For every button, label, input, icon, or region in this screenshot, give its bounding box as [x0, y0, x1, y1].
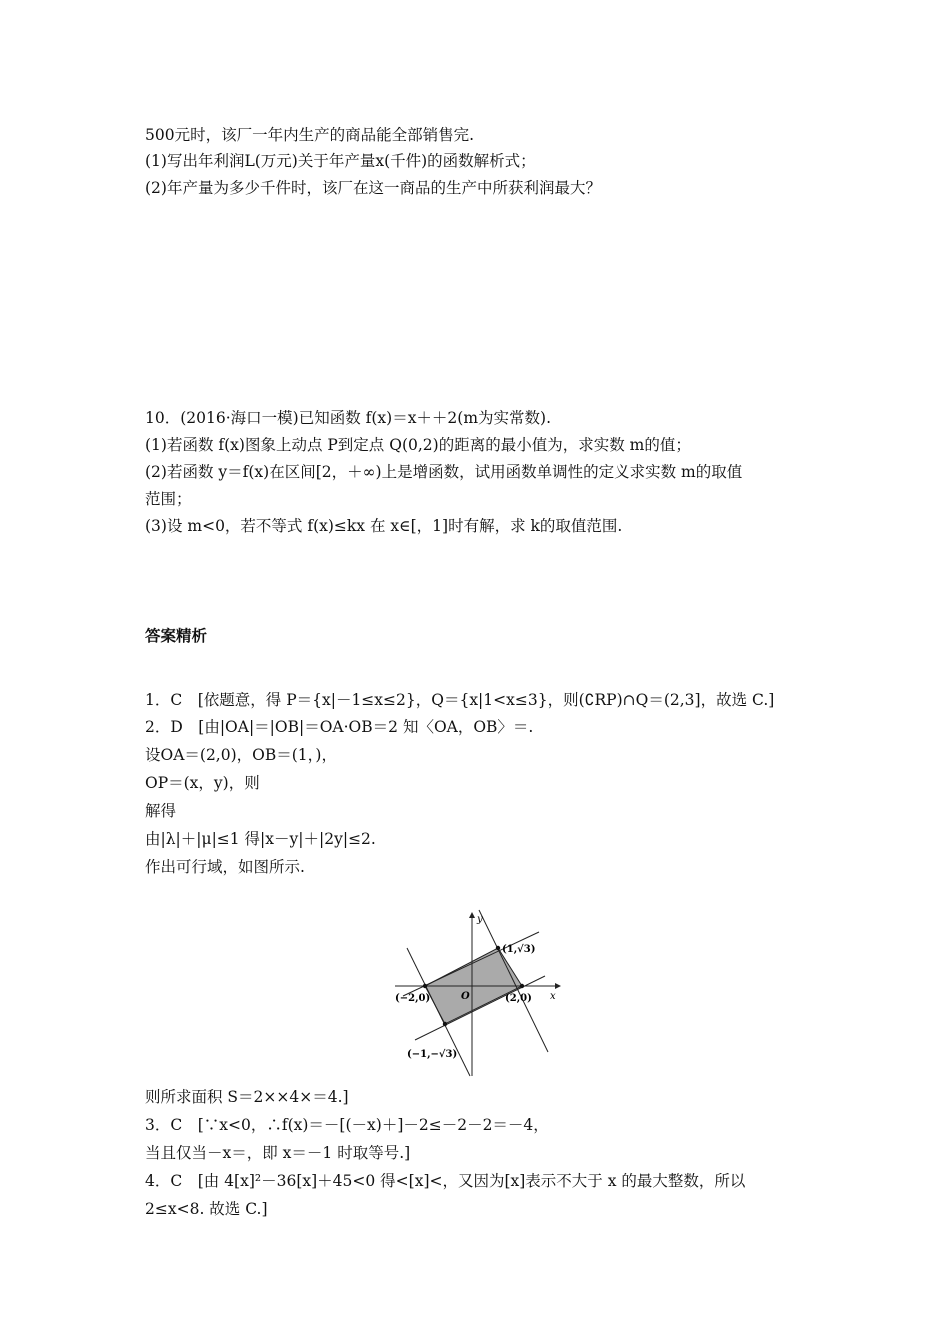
y-axis-arrow — [469, 912, 475, 918]
answer-1: 1．C [依题意，得 P＝{x|－1≤x≤2}，Q＝{x|1<x≤3}，则(∁RP)∩Q＝(2,3]，故选 C.] — [145, 691, 775, 709]
answer-4-line-1: 4．C [由 4[x]²－36[x]＋45<0 得<[x]<，又因为[x]表示不大于 x 的最大整数，所以 — [145, 1172, 746, 1190]
origin-label: O — [461, 991, 470, 1002]
problem10-stem: 10．(2016·海口一模)已知函数 f(x)＝x＋＋2(m为实常数). — [145, 409, 552, 427]
problem10-question-1: (1)若函数 f(x)图象上动点 P到定点 Q(0,2)的距离的最小值为，求实数 m的值； — [145, 436, 691, 454]
answer-2-line-1: 2．D [由|OA|＝|OB|＝OA·OB＝2 知〈OA，OB〉＝. — [145, 718, 534, 736]
answer-2-line-6: 作出可行域，如图所示. — [145, 858, 305, 876]
y-axis-label: y — [477, 914, 483, 925]
problem9-line-1: 500元时，该厂一年内生产的商品能全部销售完. — [145, 126, 475, 144]
vertex-label-4: (−1,−√3) — [407, 1049, 458, 1060]
problem10-question-2-cont: 范围； — [145, 490, 192, 508]
x-axis-label: x — [550, 991, 556, 1002]
answers-heading: 答案精析 — [145, 627, 208, 645]
problem9-question-2: (2)年产量为多少千件时，该厂在这一商品的生产中所获利润最大？ — [145, 179, 601, 197]
answer-2-line-2: 设OA＝(2,0)，OB＝(1，)， — [145, 746, 337, 764]
answer-2-line-5: 由|λ|＋|μ|≤1 得|x－y|＋|2y|≤2. — [145, 830, 376, 848]
answer-3-line-1: 3．C [∵x<0，∴f(x)＝－[(－x)＋]－2≤－2－2＝－4， — [145, 1116, 549, 1134]
feasible-region-figure — [395, 888, 565, 1078]
vertex-dot-3 — [423, 984, 427, 988]
answer-3-line-2: 当且仅当－x＝，即 x＝－1 时取等号.] — [145, 1144, 411, 1162]
answer-2-line-7: 则所求面积 S＝2××4×＝4.] — [145, 1088, 349, 1106]
vertex-label-2: (2,0) — [505, 993, 532, 1004]
problem9-question-1: (1)写出年利润L(万元)关于年产量x(千件)的函数解析式； — [145, 152, 536, 170]
vertex-dot-2 — [520, 984, 524, 988]
vertex-dot-1 — [496, 946, 500, 950]
x-axis-arrow — [555, 983, 561, 989]
answer-4-line-2: 2≤x<8. 故选 C.] — [145, 1200, 268, 1218]
answer-2-line-4: 解得 — [145, 802, 177, 820]
vertex-dot-4 — [443, 1022, 447, 1026]
problem10-question-2: (2)若函数 y＝f(x)在区间[2，＋∞)上是增函数，试用函数单调性的定义求实数 m的取值 — [145, 463, 743, 481]
problem10-question-3: (3)设 m<0，若不等式 f(x)≤kx 在 x∈[，1]时有解，求 k的取值范围. — [145, 517, 623, 535]
vertex-label-1: (1,√3) — [502, 944, 536, 955]
feasible-region-svg — [395, 888, 565, 1078]
vertex-label-3: (−2,0) — [395, 993, 431, 1004]
answer-2-line-3: OP＝(x，y)，则 — [145, 774, 260, 792]
